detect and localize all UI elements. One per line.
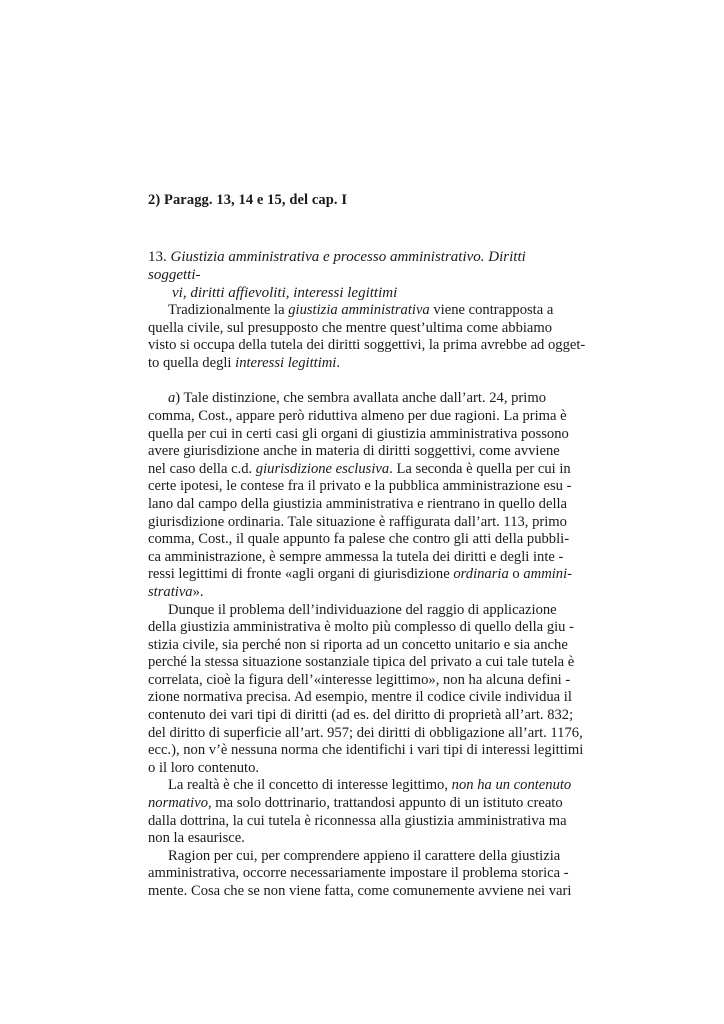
- text-run: ca amministrazione, è sempre ammessa la tutela dei diritti e degli inte -: [148, 548, 564, 565]
- text-run: ».: [192, 583, 204, 600]
- text-line: [148, 865, 574, 883]
- italic-run: ordinaria: [453, 566, 509, 583]
- text-line: [148, 689, 574, 707]
- text-line: [148, 496, 574, 514]
- document-page: [148, 0, 586, 1024]
- text-run: ) Tale distinzione, che sembra avallata anche dall’art. 24, primo: [175, 390, 546, 407]
- italic-run: non ha un contenuto: [451, 777, 572, 794]
- text-run: ecc.), non v’è nessuna norma che identifichi i vari tipi di interessi legittimi: [148, 742, 584, 759]
- text-run: to quella degli: [148, 354, 236, 371]
- text-line: [148, 549, 574, 567]
- text-line: [148, 337, 586, 355]
- section-heading: 2) Paragg. 13, 14 e 15, del cap. I: [148, 192, 348, 208]
- paragraph: [148, 848, 574, 901]
- text-run: viene contrapposta a: [429, 302, 554, 318]
- text-line: [148, 408, 574, 426]
- text-run: o il loro contenuto.: [148, 759, 260, 776]
- text-line: [148, 672, 574, 690]
- text-run: Dunque il problema dell’individuazione del raggio di applicazione: [168, 601, 557, 618]
- text-run: o: [508, 566, 524, 583]
- text-run: della giustizia amministrativa è molto più complesso di quello della giu -: [148, 619, 574, 636]
- text-run: .: [336, 354, 340, 371]
- text-line: [148, 602, 574, 620]
- text-line: [148, 777, 574, 795]
- text-line: [148, 795, 574, 813]
- text-line: [148, 760, 574, 778]
- text-run: . La seconda è quella per cui in: [389, 460, 571, 477]
- text-run: non la esaurisce.: [148, 830, 245, 847]
- chapter-title-line-1: Giustizia amministrativa e processo amministrativo. Diritti soggetti-: [148, 249, 526, 283]
- text-run: avere giurisdizione anche in materia di diritti soggettivi, come avviene: [148, 443, 560, 460]
- text-line: [148, 426, 574, 444]
- italic-run: ammini-: [523, 566, 573, 583]
- text-run: del diritto di superficie all’art. 957; dei diritti di obbligazione all’art. 1176,: [148, 724, 583, 741]
- text-run: La realtà è che il concetto di interesse legittimo,: [168, 777, 452, 794]
- text-run: nel caso della c.d.: [148, 460, 256, 477]
- text-line: [148, 813, 574, 831]
- text-run: zione normativa precisa. Ad esempio, mentre il codice civile individua il: [148, 689, 572, 706]
- text-run: dalla dottrina, la cui tutela è riconnessa alla giustizia amministrativa ma: [148, 812, 567, 829]
- text-line: [148, 355, 574, 373]
- text-line: [148, 390, 574, 408]
- body-text: [148, 302, 586, 901]
- italic-run: a: [168, 390, 176, 407]
- text-run: lano dal campo della giustizia amministrativa e rientrano in quello della: [148, 495, 568, 512]
- text-line: [148, 830, 574, 848]
- text-run: visto si occupa della tutela dei diritti soggettivi, la prima avrebbe ad ogget-: [148, 337, 586, 354]
- text-run: ressi legittimi di fronte «agli organi di giurisdizione: [148, 566, 454, 583]
- text-line: [148, 320, 574, 338]
- text-line: [148, 443, 574, 461]
- text-line: [148, 478, 574, 496]
- text-line: [148, 848, 574, 866]
- text-run: perché la stessa situazione sostanziale tipica del privato a cui tale tutela è: [148, 654, 575, 671]
- paragraph: [148, 390, 574, 601]
- text-run: stizia civile, sia perché non si riporta ad un concetto unitario e sia anche: [148, 636, 568, 653]
- chapter-number: 13.: [148, 249, 167, 265]
- chapter-title-line-2: vi, diritti affievoliti, interessi legittimi: [172, 285, 398, 301]
- text-line: [148, 514, 574, 532]
- text-run: contenuto dei vari tipi di diritti (ad es. del diritto di proprietà all’art. 832;: [148, 707, 574, 724]
- text-line: [148, 531, 574, 549]
- paragraph: [148, 302, 586, 372]
- text-line: [148, 619, 574, 637]
- text-line: [148, 566, 574, 584]
- text-line: [148, 654, 574, 672]
- text-run: giurisdizione ordinaria. Tale situazione è raffigurata dall’art. 113, primo: [148, 513, 567, 530]
- text-line: [148, 724, 583, 743]
- italic-run: giurisdizione esclusiva: [255, 460, 390, 477]
- text-run: quella per cui in certi casi gli organi di giustizia amministrativa possono: [148, 425, 569, 442]
- text-run: Tradizionalmente la: [168, 302, 289, 318]
- text-run: correlata, cioè la figura dell’«interesse legittimo», non ha alcuna defini -: [148, 671, 571, 688]
- italic-run: giustizia amministrativa: [288, 302, 430, 318]
- text-line: [148, 883, 574, 901]
- italic-run: interessi legittimi: [235, 354, 337, 371]
- text-run: amministrativa, occorre necessariamente impostare il problema storica -: [148, 865, 569, 882]
- text-run: mente. Cosa che se non viene fatta, come comunemente avviene nei vari: [148, 883, 572, 899]
- italic-run: strativa: [148, 583, 193, 600]
- text-run: quella civile, sul presupposto che mentre quest’ultima come abbiamo: [148, 319, 553, 336]
- paragraph: [148, 777, 574, 847]
- paragraph: [148, 601, 584, 778]
- text-line: [148, 707, 574, 725]
- text-line: [148, 742, 584, 760]
- text-line: [148, 461, 574, 479]
- text-run: Ragion per cui, per comprendere appieno il carattere della giustizia: [168, 847, 561, 864]
- text-run: , ma solo dottrinario, trattandosi appunto di un istituto creato: [208, 795, 563, 812]
- chapter-title: [148, 248, 574, 302]
- text-line: [148, 637, 574, 655]
- text-run: comma, Cost., il quale appunto fa palese che contro gli atti della pubbli-: [148, 531, 570, 548]
- text-run: certe ipotesi, le contese fra il privato e la pubblica amministrazione esu -: [148, 478, 572, 495]
- italic-run: normativo: [148, 795, 208, 812]
- text-run: comma, Cost., appare però riduttiva almeno per due ragioni. La prima è: [148, 407, 567, 424]
- text-line: [148, 584, 574, 602]
- text-line: [148, 302, 574, 320]
